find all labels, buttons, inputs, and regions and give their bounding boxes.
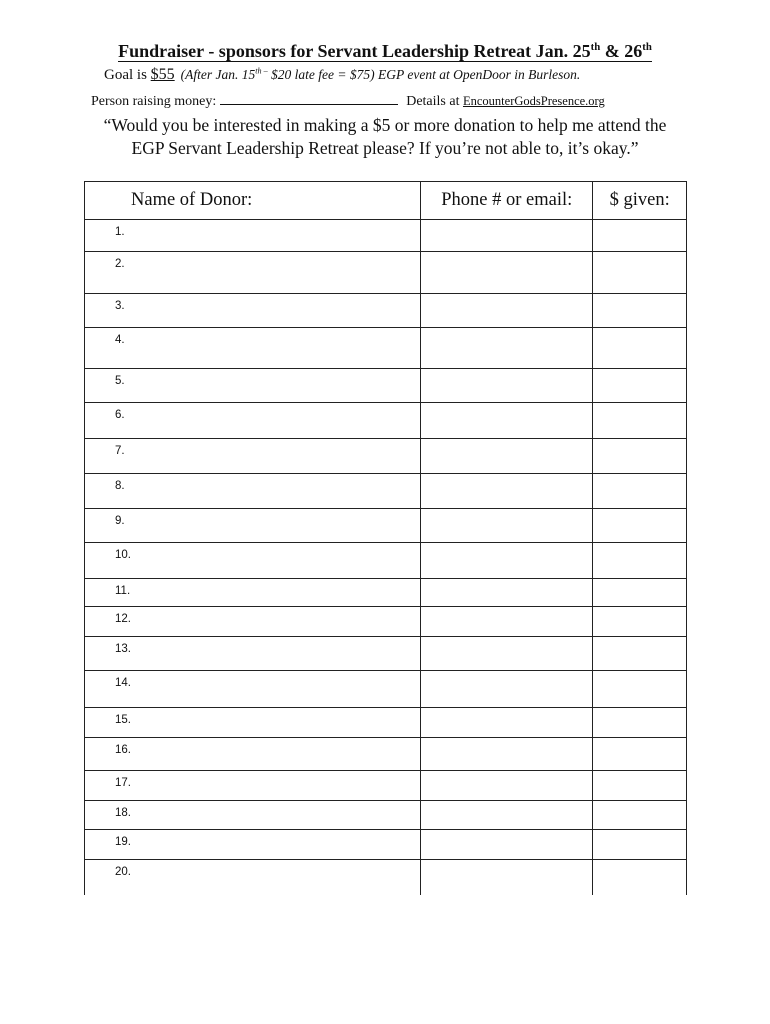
- phone-email-cell[interactable]: [421, 637, 593, 671]
- amount-given-cell[interactable]: [593, 543, 687, 579]
- phone-email-cell[interactable]: [421, 328, 593, 369]
- amount-given-cell[interactable]: [593, 637, 687, 671]
- donor-name-cell[interactable]: 4.: [85, 328, 421, 369]
- phone-email-cell[interactable]: [421, 403, 593, 439]
- donor-name-cell[interactable]: 15.: [85, 708, 421, 738]
- table-row: [85, 439, 687, 474]
- phone-email-cell[interactable]: [421, 543, 593, 579]
- raiser-name-field[interactable]: [220, 92, 398, 105]
- table-row: [85, 708, 687, 738]
- amount-given-cell[interactable]: [593, 771, 687, 801]
- table-row: [85, 771, 687, 801]
- donor-name-cell[interactable]: 20.: [85, 860, 421, 895]
- phone-email-cell[interactable]: [421, 671, 593, 708]
- amount-given-cell[interactable]: [593, 509, 687, 543]
- table-row: [85, 403, 687, 439]
- donor-name-cell[interactable]: 7.: [85, 439, 421, 474]
- table-row: [85, 220, 687, 252]
- donor-name-cell[interactable]: 10.: [85, 543, 421, 579]
- donation-appeal: “Would you be interested in making a $5 or more donation to help me attend the EGP Servant Leadership Retreat please? If you’re not able to, it’s okay.”: [103, 115, 667, 158]
- donor-name-cell[interactable]: 8.: [85, 474, 421, 509]
- amount-given-cell[interactable]: [593, 220, 687, 252]
- phone-email-cell[interactable]: [421, 607, 593, 637]
- details-label: Details at: [406, 94, 463, 109]
- goal-amount: $55: [150, 66, 175, 83]
- donor-name-cell[interactable]: 11.: [85, 579, 421, 607]
- table-row: [85, 328, 687, 369]
- amount-given-cell[interactable]: [593, 860, 687, 895]
- donor-name-cell[interactable]: 3.: [85, 294, 421, 328]
- amount-given-cell[interactable]: [593, 439, 687, 474]
- amount-given-cell[interactable]: [593, 738, 687, 771]
- header-amount-given: $ given:: [593, 182, 687, 220]
- donor-name-cell[interactable]: 12.: [85, 607, 421, 637]
- phone-email-cell[interactable]: [421, 830, 593, 860]
- amount-given-cell[interactable]: [593, 252, 687, 294]
- table-row: [85, 509, 687, 543]
- donor-name-cell[interactable]: 5.: [85, 369, 421, 403]
- amount-given-cell[interactable]: [593, 607, 687, 637]
- donor-table: [84, 181, 687, 895]
- donor-name-cell[interactable]: 9.: [85, 509, 421, 543]
- table-row: [85, 294, 687, 328]
- donor-name-cell[interactable]: 16.: [85, 738, 421, 771]
- amount-given-cell[interactable]: [593, 328, 687, 369]
- website-link[interactable]: EncounterGodsPresence.org: [462, 94, 605, 108]
- table-row: [85, 607, 687, 637]
- table-row: [85, 637, 687, 671]
- table-row: [85, 369, 687, 403]
- phone-email-cell[interactable]: [421, 708, 593, 738]
- amount-given-cell[interactable]: [593, 369, 687, 403]
- phone-email-cell[interactable]: [421, 474, 593, 509]
- amount-given-cell[interactable]: [593, 403, 687, 439]
- phone-email-cell[interactable]: [421, 771, 593, 801]
- table-row: [85, 830, 687, 860]
- table-row: [85, 252, 687, 294]
- donor-name-cell[interactable]: 2.: [85, 252, 421, 294]
- goal-line: [104, 66, 580, 84]
- phone-email-cell[interactable]: [421, 252, 593, 294]
- phone-email-cell[interactable]: [421, 579, 593, 607]
- table-row: [85, 579, 687, 607]
- donor-name-cell[interactable]: 6.: [85, 403, 421, 439]
- header-donor-name: Name of Donor:: [85, 182, 421, 220]
- phone-email-cell[interactable]: [421, 738, 593, 771]
- table-row: [85, 671, 687, 708]
- form-title: Fundraiser - sponsors for Servant Leadership Retreat Jan. 25th & 26th: [118, 41, 652, 61]
- phone-email-cell[interactable]: [421, 860, 593, 895]
- table-row: [85, 474, 687, 509]
- amount-given-cell[interactable]: [593, 708, 687, 738]
- phone-email-cell[interactable]: [421, 220, 593, 252]
- amount-given-cell[interactable]: [593, 579, 687, 607]
- phone-email-cell[interactable]: [421, 439, 593, 474]
- amount-given-cell[interactable]: [593, 671, 687, 708]
- donor-name-cell[interactable]: 17.: [85, 771, 421, 801]
- donor-name-cell[interactable]: 14.: [85, 671, 421, 708]
- phone-email-cell[interactable]: [421, 801, 593, 830]
- header-phone-email: Phone # or email:: [421, 182, 593, 220]
- phone-email-cell[interactable]: [421, 369, 593, 403]
- raiser-line: [91, 92, 605, 110]
- goal-label: Goal is: [104, 67, 151, 83]
- donor-name-cell[interactable]: 19.: [85, 830, 421, 860]
- amount-given-cell[interactable]: [593, 801, 687, 830]
- table-row: [85, 543, 687, 579]
- late-fee-note: (After Jan. $15^{th -}$ $20 late fee = $75) EGP event at OpenDoor in Burleson.: [180, 66, 581, 82]
- donor-name-cell[interactable]: 13.: [85, 637, 421, 671]
- table-row: [85, 801, 687, 830]
- table-row: [85, 860, 687, 895]
- raiser-label: Person raising money:: [91, 94, 217, 109]
- phone-email-cell[interactable]: [421, 294, 593, 328]
- amount-given-cell[interactable]: [593, 830, 687, 860]
- donor-name-cell[interactable]: 1.: [85, 220, 421, 252]
- donor-name-cell[interactable]: 18.: [85, 801, 421, 830]
- phone-email-cell[interactable]: [421, 509, 593, 543]
- amount-given-cell[interactable]: [593, 294, 687, 328]
- table-row: [85, 738, 687, 771]
- amount-given-cell[interactable]: [593, 474, 687, 509]
